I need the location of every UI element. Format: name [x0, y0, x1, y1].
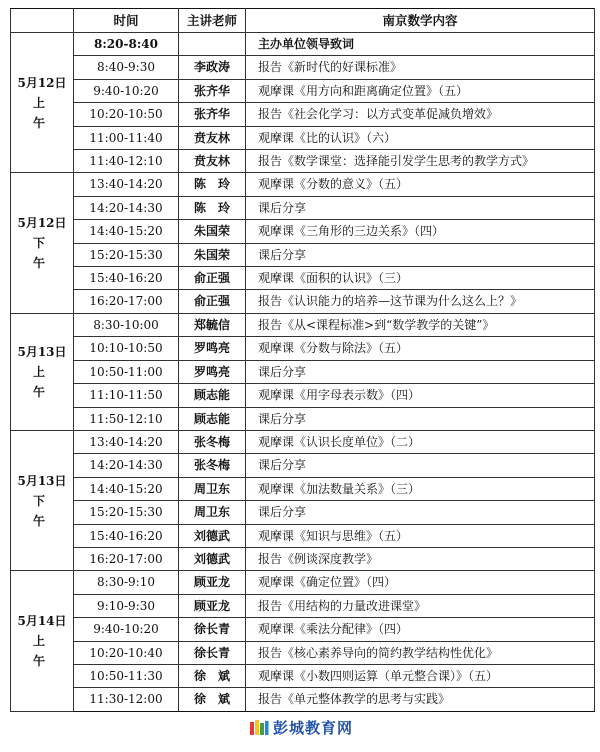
time-cell: 11:10-11:50 [74, 384, 179, 407]
content-cell: 观摩课《乘法分配律》（四） [246, 618, 595, 641]
table-row [11, 664, 595, 687]
teacher-cell: 徐长青 [179, 618, 246, 641]
header-content: 南京数学内容 [246, 9, 595, 33]
time-cell: 14:40-15:20 [74, 220, 179, 243]
table-row [11, 150, 595, 173]
table-row [11, 384, 595, 407]
content-cell: 报告《社会化学习：以方式变革促减负增效》 [246, 103, 595, 126]
content-cell: 课后分享 [246, 501, 595, 524]
teacher-cell: 俞正强 [179, 290, 246, 313]
header-teacher: 主讲老师 [179, 9, 246, 33]
schedule-table [10, 8, 595, 712]
table-row [11, 337, 595, 360]
table-row [11, 103, 595, 126]
session-label [11, 430, 74, 570]
content-cell: 报告《新时代的好课标准》 [246, 56, 595, 79]
time-cell: 13:40-14:20 [74, 173, 179, 196]
session-day: 5月13日 [17, 473, 67, 488]
table-row [11, 290, 595, 313]
teacher-cell: 贲友林 [179, 126, 246, 149]
table-row [11, 641, 595, 664]
time-cell: 9:40-10:20 [74, 79, 179, 102]
session-label [11, 571, 74, 711]
content-cell: 课后分享 [246, 454, 595, 477]
content-cell: 主办单位领导致词 [246, 33, 595, 56]
time-cell: 11:40-12:10 [74, 150, 179, 173]
table-row [11, 220, 595, 243]
time-cell: 15:40-16:20 [74, 524, 179, 547]
content-cell: 观摩课《分数的意义》（五） [246, 173, 595, 196]
content-cell: 观摩课《面积的认识》（三） [246, 267, 595, 290]
teacher-cell: 徐 斌 [179, 688, 246, 711]
session-label [11, 173, 74, 313]
time-cell: 10:20-10:50 [74, 103, 179, 126]
teacher-cell: 周卫东 [179, 477, 246, 500]
time-cell: 14:20-14:30 [74, 454, 179, 477]
content-cell: 报告《用结构的力量改进课堂》 [246, 594, 595, 617]
teacher-cell [179, 33, 246, 56]
table-row [11, 196, 595, 219]
teacher-cell: 顾亚龙 [179, 594, 246, 617]
session-label [11, 313, 74, 430]
teacher-cell: 徐 斌 [179, 664, 246, 687]
teacher-cell: 陈 玲 [179, 173, 246, 196]
content-cell: 观摩课《加法数量关系》（三） [246, 477, 595, 500]
teacher-cell: 顾志能 [179, 384, 246, 407]
table-row [11, 243, 595, 266]
time-cell: 8:20-8:40 [74, 33, 179, 56]
time-cell: 8:30-9:10 [74, 571, 179, 594]
table-row [11, 360, 595, 383]
watermark [248, 716, 358, 738]
teacher-cell: 郑毓信 [179, 313, 246, 336]
table-row [11, 547, 595, 570]
session-day: 5月12日 [17, 216, 67, 231]
content-cell: 观摩课《用字母表示数》（四） [246, 384, 595, 407]
session-half: 上 午 [32, 364, 61, 399]
content-cell: 报告《认识能力的培养—这节课为什么这么上？》 [246, 290, 595, 313]
table-row [11, 477, 595, 500]
teacher-cell: 顾亚龙 [179, 571, 246, 594]
schedule-body [11, 33, 595, 712]
session-label [11, 33, 74, 173]
session-day: 5月13日 [17, 344, 67, 359]
table-row [11, 454, 595, 477]
table-header-row [11, 9, 595, 33]
table-row [11, 501, 595, 524]
teacher-cell: 朱国荣 [179, 243, 246, 266]
time-cell: 16:20-17:00 [74, 290, 179, 313]
teacher-cell: 刘德武 [179, 524, 246, 547]
session-half: 下 午 [32, 493, 61, 528]
table-row [11, 407, 595, 430]
table-row [11, 173, 595, 196]
teacher-cell: 朱国荣 [179, 220, 246, 243]
time-cell: 14:40-15:20 [74, 477, 179, 500]
time-cell: 10:50-11:00 [74, 360, 179, 383]
time-cell: 8:40-9:30 [74, 56, 179, 79]
teacher-cell: 贲友林 [179, 150, 246, 173]
teacher-cell: 罗鸣亮 [179, 337, 246, 360]
content-cell: 课后分享 [246, 243, 595, 266]
teacher-cell: 刘德武 [179, 547, 246, 570]
time-cell: 14:20-14:30 [74, 196, 179, 219]
content-cell: 观摩课《分数与除法》（五） [246, 337, 595, 360]
table-row [11, 267, 595, 290]
time-cell: 11:00-11:40 [74, 126, 179, 149]
teacher-cell: 顾志能 [179, 407, 246, 430]
time-cell: 10:20-10:40 [74, 641, 179, 664]
content-cell: 报告《例谈深度教学》 [246, 547, 595, 570]
teacher-cell: 张齐华 [179, 79, 246, 102]
time-cell: 10:50-11:30 [74, 664, 179, 687]
content-cell: 观摩课《确定位置》（四） [246, 571, 595, 594]
session-half: 下 午 [32, 236, 61, 271]
teacher-cell: 张齐华 [179, 103, 246, 126]
time-cell: 15:40-16:20 [74, 267, 179, 290]
content-cell: 观摩课《小数四则运算（单元整合课）》（五） [246, 664, 595, 687]
time-cell: 13:40-14:20 [74, 430, 179, 453]
table-row [11, 524, 595, 547]
content-cell: 观摩课《比的认识》（六） [246, 126, 595, 149]
table-row [11, 618, 595, 641]
content-cell: 课后分享 [246, 360, 595, 383]
time-cell: 9:40-10:20 [74, 618, 179, 641]
table-row [11, 126, 595, 149]
time-cell: 10:10-10:50 [74, 337, 179, 360]
teacher-cell: 徐长青 [179, 641, 246, 664]
watermark-text: 彭城教育网 [273, 718, 354, 737]
content-cell: 报告《数学课堂：选择能引发学生思考的教学方式》 [246, 150, 595, 173]
table-row [11, 79, 595, 102]
content-cell: 课后分享 [246, 407, 595, 430]
table-row [11, 594, 595, 617]
time-cell: 9:10-9:30 [74, 594, 179, 617]
time-cell: 15:20-15:30 [74, 243, 179, 266]
table-row [11, 56, 595, 79]
header-session [11, 9, 74, 33]
teacher-cell: 张冬梅 [179, 454, 246, 477]
teacher-cell: 陈 玲 [179, 196, 246, 219]
table-row [11, 430, 595, 453]
time-cell: 15:20-15:30 [74, 501, 179, 524]
content-cell: 观摩课《用方向和距离确定位置》（五） [246, 79, 595, 102]
content-cell: 报告《单元整体教学的思考与实践》 [246, 688, 595, 711]
teacher-cell: 罗鸣亮 [179, 360, 246, 383]
content-cell: 观摩课《三角形的三边关系》（四） [246, 220, 595, 243]
time-cell: 11:50-12:10 [74, 407, 179, 430]
session-half: 上 午 [32, 634, 61, 669]
session-half: 上 午 [32, 95, 61, 130]
table-row [11, 571, 595, 594]
table-row [11, 33, 595, 56]
teacher-cell: 李政涛 [179, 56, 246, 79]
teacher-cell: 张冬梅 [179, 430, 246, 453]
content-cell: 报告《从<课程标准>到“数学教学的关键”》 [246, 313, 595, 336]
time-cell: 8:30-10:00 [74, 313, 179, 336]
content-cell: 观摩课《认识长度单位》（二） [246, 430, 595, 453]
teacher-cell: 俞正强 [179, 267, 246, 290]
header-time: 时间 [74, 9, 179, 33]
content-cell: 观摩课《知识与思维》（五） [246, 524, 595, 547]
teacher-cell: 周卫东 [179, 501, 246, 524]
table-row [11, 313, 595, 336]
session-day: 5月14日 [17, 614, 67, 629]
content-cell: 课后分享 [246, 196, 595, 219]
colorful-books-logo-icon [248, 717, 270, 737]
session-day: 5月12日 [17, 75, 67, 90]
time-cell: 11:30-12:00 [74, 688, 179, 711]
time-cell: 16:20-17:00 [74, 547, 179, 570]
table-row [11, 688, 595, 711]
content-cell: 报告《核心素养导向的简约教学结构性优化》 [246, 641, 595, 664]
